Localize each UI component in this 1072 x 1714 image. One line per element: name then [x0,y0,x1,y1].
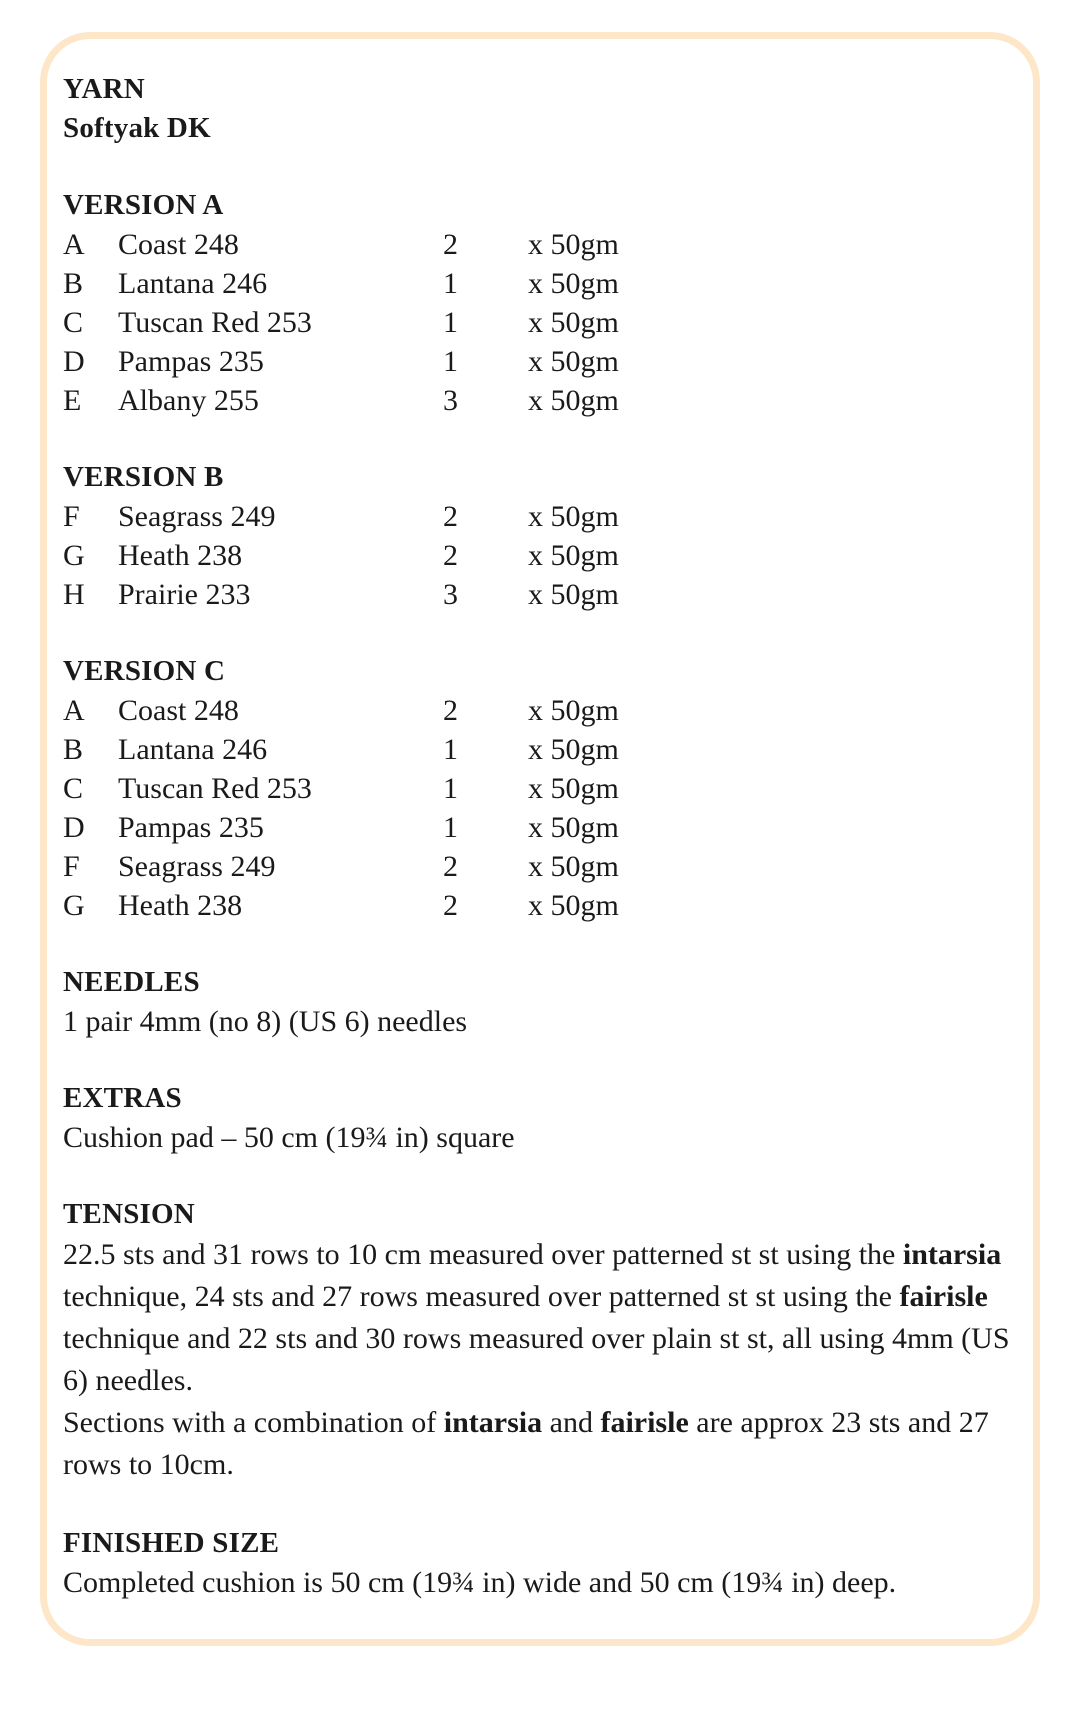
yarn-row [63,886,1023,925]
finished-size-text: Completed cushion is 50 cm (19¾ in) wide and 50 cm (19¾ in) deep. [63,1566,897,1599]
shade-quantity: 1 [443,267,458,300]
needles-text: 1 pair 4mm (no 8) (US 6) needles [63,1005,468,1038]
shade-unit: x 50gm [528,267,619,300]
shade-quantity: 3 [443,384,458,417]
shade-colour: Tuscan Red 253 [118,306,312,339]
shade-unit: x 50gm [528,539,619,572]
shade-quantity: 1 [443,772,458,805]
yarn-row [63,808,1023,847]
tension-paragraph-2 [63,1402,1023,1486]
tension-technique-intarsia: intarsia [902,1238,1002,1271]
shade-quantity: 1 [443,345,458,378]
shade-unit: x 50gm [528,384,619,417]
shade-quantity: 3 [443,578,458,611]
shade-quantity: 1 [443,306,458,339]
yarn-row [63,769,1023,808]
shade-colour: Prairie 233 [118,578,251,611]
shade-colour: Seagrass 249 [118,500,276,533]
version-a-section [63,186,1023,420]
shade-unit: x 50gm [528,578,619,611]
shade-colour: Pampas 235 [118,811,264,844]
shade-colour: Heath 238 [118,889,243,922]
tension-text: are approx 23 sts and 27 rows to 10cm. [63,1406,989,1481]
tension-text: and [542,1406,601,1439]
finished-size-heading: FINISHED SIZE [63,1527,280,1559]
shade-colour: Coast 248 [118,694,239,727]
yarn-row [63,225,1023,264]
shade-code: C [63,772,84,805]
extras-section [63,1079,1023,1157]
tension-heading: TENSION [63,1198,195,1230]
shade-unit: x 50gm [528,889,619,922]
shade-unit: x 50gm [528,228,619,261]
yarn-row [63,342,1023,381]
tension-text: Sections with a combination of [63,1406,444,1439]
tension-text: technique, 24 sts and 27 rows measured over patterned st st using the [63,1280,900,1313]
version-a-heading: VERSION A [63,189,224,221]
shade-unit: x 50gm [528,694,619,727]
version-b-heading: VERSION B [63,461,224,493]
shade-code: G [63,539,85,572]
shade-unit: x 50gm [528,850,619,883]
finished-size-section [63,1524,1023,1602]
shade-unit: x 50gm [528,733,619,766]
needles-section [63,963,1023,1041]
tension-text: 22.5 sts and 31 rows to 10 cm measured over patterned st st using the [63,1238,903,1271]
yarn-row [63,497,1023,536]
shade-code: D [63,345,85,378]
yarn-row [63,691,1023,730]
shade-unit: x 50gm [528,811,619,844]
yarn-section [63,70,1023,148]
shade-code: B [63,733,84,766]
pattern-info-content [63,70,1023,1602]
shade-code: F [63,850,80,883]
shade-code: H [63,578,85,611]
shade-unit: x 50gm [528,306,619,339]
shade-colour: Heath 238 [118,539,243,572]
yarn-row [63,847,1023,886]
shade-code: G [63,889,85,922]
shade-colour: Seagrass 249 [118,850,276,883]
version-c-section [63,652,1023,925]
tension-text: technique and 22 sts and 30 rows measured over plain st st, all using 4mm (US 6) needles. [63,1322,1010,1397]
shade-quantity: 1 [443,733,458,766]
tension-technique-intarsia: intarsia [443,1406,543,1439]
tension-section [63,1195,1023,1486]
version-b-section [63,458,1023,614]
shade-colour: Lantana 246 [118,733,268,766]
shade-code: A [63,694,85,727]
needles-heading: NEEDLES [63,966,200,998]
tension-technique-fairisle: fairisle [600,1406,689,1439]
shade-unit: x 50gm [528,500,619,533]
yarn-row [63,536,1023,575]
version-c-heading: VERSION C [63,655,226,687]
yarn-row [63,730,1023,769]
shade-quantity: 2 [443,889,458,922]
tension-technique-fairisle: fairisle [899,1280,988,1313]
shade-code: C [63,306,84,339]
yarn-row [63,575,1023,614]
shade-unit: x 50gm [528,345,619,378]
shade-colour: Coast 248 [118,228,239,261]
shade-colour: Pampas 235 [118,345,264,378]
shade-unit: x 50gm [528,772,619,805]
shade-quantity: 2 [443,850,458,883]
yarn-row [63,264,1023,303]
tension-paragraph-1 [63,1234,1023,1402]
yarn-name: Softyak DK [63,112,211,144]
shade-code: A [63,228,85,261]
shade-code: B [63,267,84,300]
shade-quantity: 2 [443,500,458,533]
shade-colour: Albany 255 [118,384,259,417]
shade-colour: Lantana 246 [118,267,268,300]
shade-quantity: 2 [443,694,458,727]
extras-text: Cushion pad – 50 cm (19¾ in) square [63,1121,515,1154]
yarn-row [63,303,1023,342]
yarn-row [63,381,1023,420]
shade-quantity: 2 [443,228,458,261]
shade-colour: Tuscan Red 253 [118,772,312,805]
extras-heading: EXTRAS [63,1082,182,1114]
shade-code: F [63,500,80,533]
shade-quantity: 2 [443,539,458,572]
shade-quantity: 1 [443,811,458,844]
shade-code: E [63,384,82,417]
yarn-heading: YARN [63,73,145,105]
shade-code: D [63,811,85,844]
